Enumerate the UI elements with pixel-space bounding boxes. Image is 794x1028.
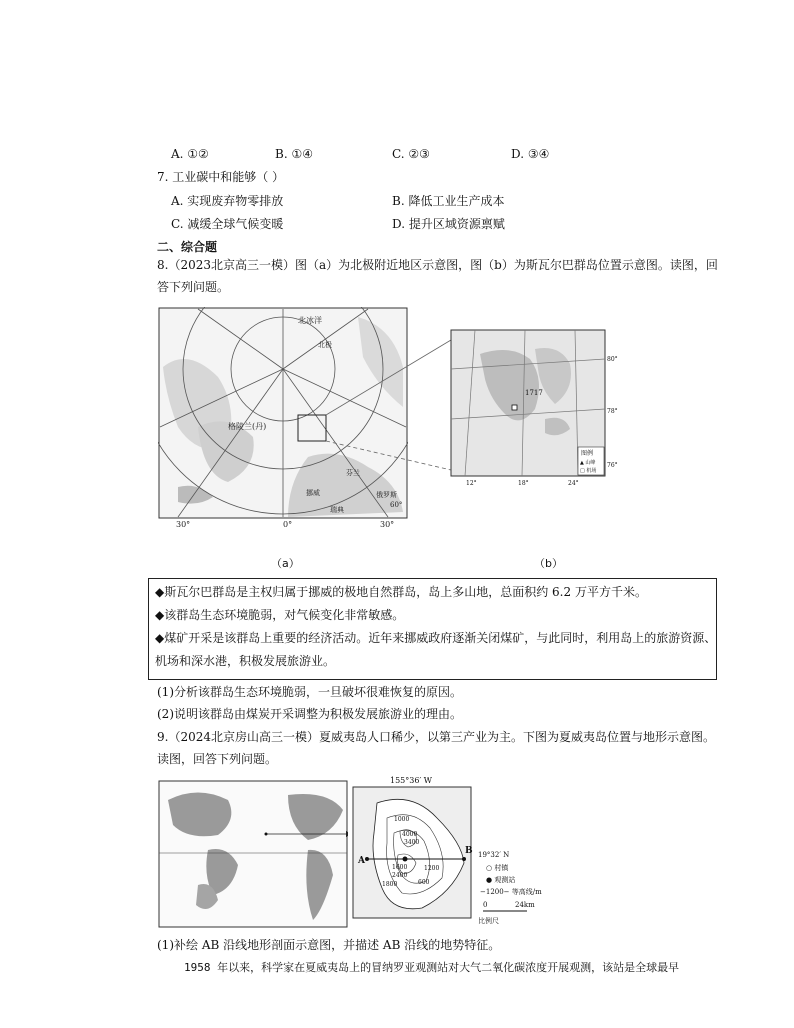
label-lat78: 78°	[607, 408, 618, 415]
label-elev: 1717	[525, 389, 543, 397]
info-box	[148, 578, 717, 680]
connector-lines	[326, 335, 456, 475]
legend-mountain: ▲ 山峰	[580, 460, 596, 466]
q6-option-a: A. ①②	[171, 147, 209, 161]
label-lon: 155°36′ W	[390, 776, 433, 785]
label-norway: 挪威	[306, 489, 320, 497]
q6-option-b: B. ①④	[275, 147, 313, 161]
section-title: 二、综合题	[157, 240, 218, 254]
q8-sub1: (1)分析该群岛生态环境脆弱，一旦破坏很难恢复的原因。	[157, 685, 463, 699]
label-lon-30w: 30°	[176, 520, 191, 529]
point-a: A	[358, 856, 365, 866]
info-line-4: 机场和深水港，积极发展旅游业。	[155, 654, 336, 668]
q9-sub1: (1)补绘 AB 沿线地形剖面示意图，并描述 AB 沿线的地势特征。	[157, 938, 501, 952]
label-lon24: 24°	[568, 480, 579, 487]
contour-1000: 1000	[394, 816, 410, 823]
q8-stem-line1: 8.（2023北京高三一模）图（a）为北极附近地区示意图，图（b）为斯瓦尔巴群岛位置示意图。读图，回	[157, 258, 718, 272]
world-map	[158, 780, 348, 928]
label-russia: 俄罗斯	[376, 491, 397, 499]
q6-option-c: C. ②③	[392, 147, 430, 161]
legend-station: ● 观测站	[486, 876, 516, 884]
info-line-2: ◆该群岛生态环境脆弱，对气候变化非常敏感。	[155, 608, 405, 622]
label-lon-30e: 30°	[380, 520, 395, 529]
q9-stem-line1: 9.（2024北京房山高三一模）夏威夷岛人口稀少，以第三产业为主。下图为夏威夷岛位置与地形示意图。	[157, 730, 715, 744]
q7-option-d: D. 提升区域资源禀赋	[392, 217, 505, 231]
contour-1600: 1600	[392, 864, 408, 871]
contour-1200: 1200	[424, 865, 440, 872]
label-lon18: 18°	[518, 480, 529, 487]
info-line-3: ◆煤矿开采是该群岛上重要的经济活动。近年来挪威政府逐渐关闭煤矿，与此同时，利用岛上的旅游资源、	[155, 631, 717, 645]
legend-title: 图例	[581, 450, 594, 457]
q7-stem: 7. 工业碳中和能够（ ）	[157, 170, 285, 184]
label-lat: 19°32′ N	[478, 851, 510, 859]
contour-1800: 1800	[382, 881, 398, 888]
contour-4000: 4000	[402, 831, 418, 838]
scale-24: 24km	[515, 901, 535, 909]
q8-stem-line2: 答下列问题。	[157, 280, 230, 294]
q7-option-b: B. 降低工业生产成本	[392, 194, 505, 208]
q9-stem-line2: 读图，回答下列问题。	[157, 752, 278, 766]
label-lat-60: 60°	[390, 501, 403, 509]
label-lon12: 12°	[466, 480, 477, 487]
q6-option-d: D. ③④	[511, 147, 550, 161]
contour-3400: 3400	[404, 839, 420, 846]
q7-option-a: A. 实现废弃物零排放	[171, 194, 284, 208]
q8-sub2: (2)说明该群岛由煤炭开采调整为积极发展旅游业的理由。	[157, 707, 463, 721]
legend-town: ○ 村镇	[486, 864, 509, 872]
label-greenland: 格陵兰(丹)	[228, 422, 267, 431]
info-line-1: ◆斯瓦尔巴群岛是主权归属于挪威的极地自然群岛，岛上多山地，总面积约 6.2 万平方千米。	[155, 585, 647, 599]
caption-a: （a）	[271, 557, 300, 570]
scale-label: 比例尺	[478, 917, 499, 925]
label-finland: 芬兰	[346, 469, 360, 477]
svalbard-map	[450, 329, 620, 489]
label-sweden: 瑞典	[330, 506, 344, 514]
scale-0: 0	[483, 901, 488, 909]
contour-600: 600	[418, 879, 430, 886]
label-north-ice: 北冰洋	[298, 316, 322, 325]
legend-contour: −1200− 等高线/m	[480, 888, 542, 896]
q7-option-c: C. 减缓全球气候变暖	[171, 217, 284, 231]
legend-airport: □ 机场	[580, 468, 597, 474]
label-poles: 北极	[318, 341, 332, 349]
label-lon-0: 0°	[283, 520, 293, 529]
label-lat80: 80°	[607, 356, 618, 363]
q9-para: 1958 年以来，科学家在夏威夷岛上的冒纳罗亚观测站对大气二氧化碳浓度开展观测，该站是全球最早	[184, 961, 680, 974]
contour-2400: 2400	[392, 872, 408, 879]
label-lat76: 76°	[607, 462, 618, 469]
caption-b: （b）	[534, 557, 563, 570]
point-b: B	[465, 846, 473, 856]
hawaii-topo-map	[352, 773, 562, 933]
